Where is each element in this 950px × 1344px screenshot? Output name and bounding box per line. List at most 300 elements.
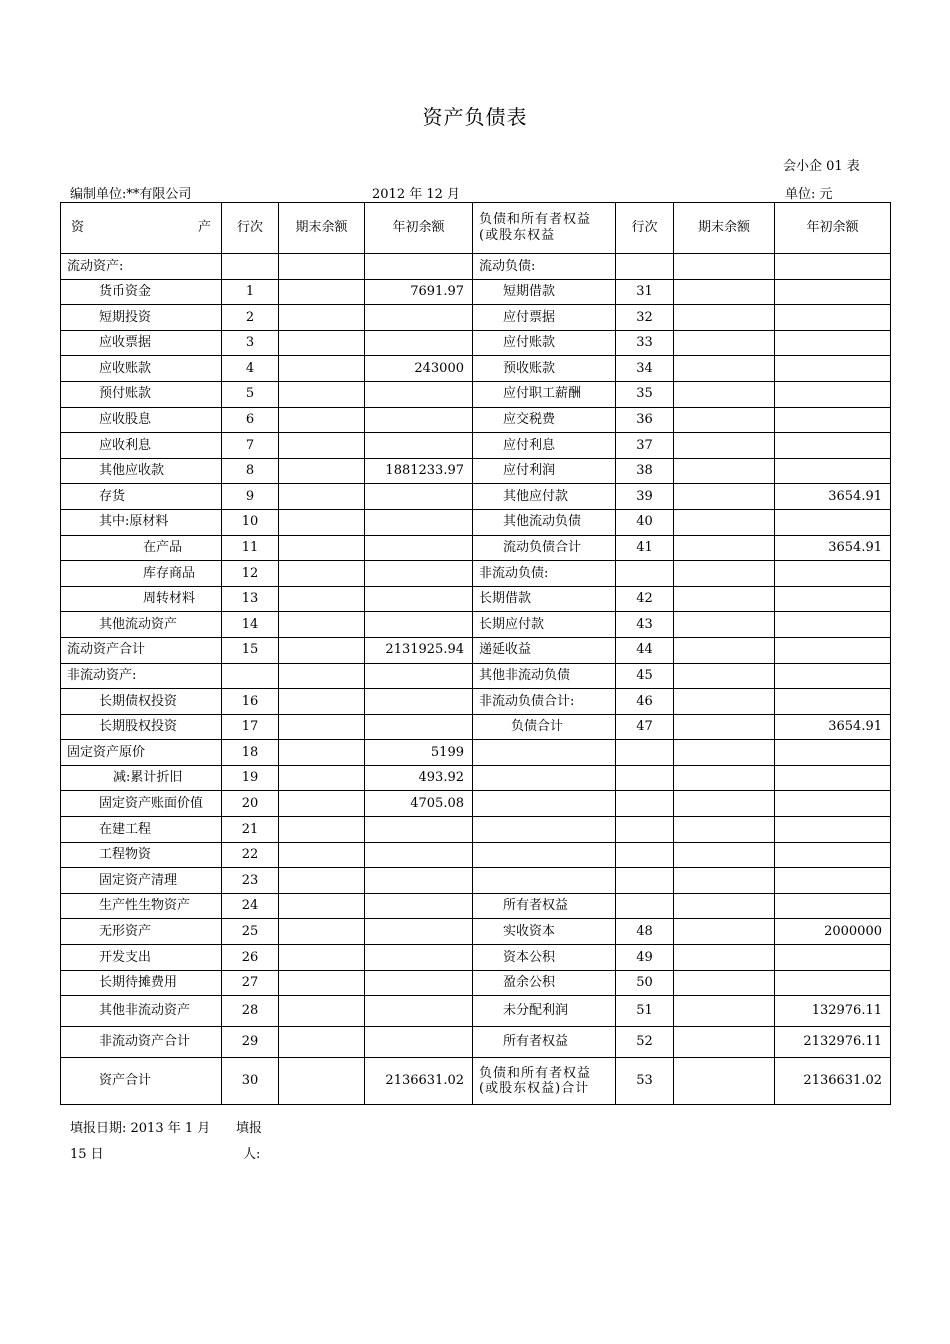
liability-end-balance-cell bbox=[674, 586, 775, 612]
asset-begin-balance-cell bbox=[365, 612, 473, 638]
asset-line-no-cell: 20 bbox=[222, 791, 279, 817]
asset-line-no-cell: 6 bbox=[222, 407, 279, 433]
liability-end-balance-cell bbox=[674, 535, 775, 561]
asset-line-no-cell: 9 bbox=[222, 484, 279, 510]
table-row bbox=[61, 842, 891, 868]
liability-item-cell: 盈余公积 bbox=[473, 970, 616, 996]
asset-line-no-cell: 21 bbox=[222, 817, 279, 843]
asset-begin-balance-cell bbox=[365, 689, 473, 715]
asset-line-no-cell: 23 bbox=[222, 868, 279, 894]
begin-balance-header: 年初余额 bbox=[365, 203, 473, 254]
table-row bbox=[61, 996, 891, 1027]
asset-item-cell: 无形资产 bbox=[61, 919, 222, 945]
liability-line-no-cell bbox=[616, 765, 674, 791]
asset-begin-balance-cell bbox=[365, 305, 473, 331]
table-row bbox=[61, 1027, 891, 1058]
liability-line-no-cell: 53 bbox=[616, 1058, 674, 1105]
liability-item-cell: 应付职工薪酬 bbox=[473, 381, 616, 407]
liability-end-balance-cell bbox=[674, 637, 775, 663]
liability-item-cell: 资本公积 bbox=[473, 945, 616, 971]
begin-balance-header-2: 年初余额 bbox=[775, 203, 891, 254]
asset-item-cell: 长期待摊费用 bbox=[61, 970, 222, 996]
liability-line-no-cell: 31 bbox=[616, 279, 674, 305]
asset-end-balance-cell bbox=[279, 970, 365, 996]
liability-begin-balance-cell bbox=[775, 356, 891, 382]
liability-end-balance-cell bbox=[674, 305, 775, 331]
asset-begin-balance-cell: 2136631.02 bbox=[365, 1058, 473, 1105]
liability-begin-balance-cell bbox=[775, 586, 891, 612]
liability-begin-balance-cell bbox=[775, 330, 891, 356]
asset-item-cell: 应收利息 bbox=[61, 433, 222, 459]
asset-item-cell: 存货 bbox=[61, 484, 222, 510]
asset-line-no-cell: 3 bbox=[222, 330, 279, 356]
asset-line-no-cell: 4 bbox=[222, 356, 279, 382]
asset-begin-balance-cell bbox=[365, 433, 473, 459]
liability-end-balance-cell bbox=[674, 714, 775, 740]
liability-line-no-cell: 34 bbox=[616, 356, 674, 382]
asset-begin-balance-cell bbox=[365, 330, 473, 356]
liability-line-no-cell: 51 bbox=[616, 996, 674, 1027]
asset-end-balance-cell bbox=[279, 561, 365, 587]
table-row bbox=[61, 586, 891, 612]
asset-end-balance-cell bbox=[279, 945, 365, 971]
liability-begin-balance-cell bbox=[775, 945, 891, 971]
liability-begin-balance-cell bbox=[775, 305, 891, 331]
table-row bbox=[61, 765, 891, 791]
form-number: 会小企 01 表 bbox=[783, 159, 860, 174]
asset-line-no-cell bbox=[222, 663, 279, 689]
asset-begin-balance-cell bbox=[365, 945, 473, 971]
liability-begin-balance-cell bbox=[775, 407, 891, 433]
asset-item-cell: 其他流动资产 bbox=[61, 612, 222, 638]
table-row bbox=[61, 663, 891, 689]
liability-item-cell: 其他应付款 bbox=[473, 484, 616, 510]
liability-begin-balance-cell: 3654.91 bbox=[775, 484, 891, 510]
asset-line-no-cell: 16 bbox=[222, 689, 279, 715]
liability-end-balance-cell bbox=[674, 356, 775, 382]
liability-item-cell bbox=[473, 817, 616, 843]
asset-item-cell: 应收股息 bbox=[61, 407, 222, 433]
asset-begin-balance-cell: 493.92 bbox=[365, 765, 473, 791]
liability-item-cell: 负债和所有者权益(或股东权益)合计 bbox=[473, 1058, 616, 1105]
table-row bbox=[61, 970, 891, 996]
asset-begin-balance-cell bbox=[365, 254, 473, 280]
liability-end-balance-cell bbox=[674, 254, 775, 280]
liability-item-cell: 未分配利润 bbox=[473, 996, 616, 1027]
liability-line-no-cell: 43 bbox=[616, 612, 674, 638]
table-row bbox=[61, 893, 891, 919]
table-row bbox=[61, 740, 891, 766]
liability-line-no-cell bbox=[616, 893, 674, 919]
asset-header-char-a: 资 bbox=[71, 220, 85, 236]
liability-end-balance-cell bbox=[674, 868, 775, 894]
liability-item-cell: 其他非流动负债 bbox=[473, 663, 616, 689]
asset-begin-balance-cell bbox=[365, 817, 473, 843]
table-row bbox=[61, 484, 891, 510]
end-balance-header: 期末余额 bbox=[279, 203, 365, 254]
asset-begin-balance-cell bbox=[365, 535, 473, 561]
liability-item-cell: 短期借款 bbox=[473, 279, 616, 305]
asset-begin-balance-cell bbox=[365, 1027, 473, 1058]
asset-column-header bbox=[61, 203, 222, 254]
line-no-header-2: 行次 bbox=[616, 203, 674, 254]
table-row bbox=[61, 714, 891, 740]
liability-begin-balance-cell bbox=[775, 458, 891, 484]
asset-line-no-cell: 15 bbox=[222, 637, 279, 663]
liability-begin-balance-cell bbox=[775, 637, 891, 663]
asset-item-cell: 资产合计 bbox=[61, 1058, 222, 1105]
liability-end-balance-cell bbox=[674, 279, 775, 305]
liability-end-balance-cell bbox=[674, 919, 775, 945]
asset-line-no-cell: 5 bbox=[222, 381, 279, 407]
asset-item-cell: 固定资产清理 bbox=[61, 868, 222, 894]
liability-item-cell: 实收资本 bbox=[473, 919, 616, 945]
table-row bbox=[61, 561, 891, 587]
end-balance-header-2: 期末余额 bbox=[674, 203, 775, 254]
asset-begin-balance-cell bbox=[365, 868, 473, 894]
liability-end-balance-cell bbox=[674, 407, 775, 433]
liability-end-balance-cell bbox=[674, 945, 775, 971]
liability-begin-balance-cell bbox=[775, 970, 891, 996]
asset-item-cell: 长期股权投资 bbox=[61, 714, 222, 740]
asset-line-no-cell: 18 bbox=[222, 740, 279, 766]
table-row bbox=[61, 637, 891, 663]
liability-item-cell: 流动负债合计 bbox=[473, 535, 616, 561]
asset-begin-balance-cell bbox=[365, 714, 473, 740]
liability-item-cell: 应付利息 bbox=[473, 433, 616, 459]
asset-end-balance-cell bbox=[279, 254, 365, 280]
asset-begin-balance-cell bbox=[365, 996, 473, 1027]
liability-begin-balance-cell bbox=[775, 279, 891, 305]
asset-line-no-cell bbox=[222, 254, 279, 280]
table-row bbox=[61, 433, 891, 459]
asset-begin-balance-cell bbox=[365, 561, 473, 587]
asset-end-balance-cell bbox=[279, 740, 365, 766]
liability-item-cell bbox=[473, 842, 616, 868]
asset-item-cell: 在建工程 bbox=[61, 817, 222, 843]
liability-item-cell: 负债合计 bbox=[473, 714, 616, 740]
asset-end-balance-cell bbox=[279, 330, 365, 356]
asset-end-balance-cell bbox=[279, 356, 365, 382]
asset-begin-balance-cell: 4705.08 bbox=[365, 791, 473, 817]
liability-begin-balance-cell bbox=[775, 612, 891, 638]
asset-begin-balance-cell: 7691.97 bbox=[365, 279, 473, 305]
liability-item-cell: 非流动负债: bbox=[473, 561, 616, 587]
asset-line-no-cell: 28 bbox=[222, 996, 279, 1027]
asset-item-cell: 货币资金 bbox=[61, 279, 222, 305]
liability-end-balance-cell bbox=[674, 561, 775, 587]
asset-begin-balance-cell bbox=[365, 509, 473, 535]
asset-end-balance-cell bbox=[279, 996, 365, 1027]
asset-line-no-cell: 29 bbox=[222, 1027, 279, 1058]
asset-line-no-cell: 22 bbox=[222, 842, 279, 868]
liability-begin-balance-cell bbox=[775, 254, 891, 280]
asset-begin-balance-cell: 2131925.94 bbox=[365, 637, 473, 663]
liability-item-cell: 长期借款 bbox=[473, 586, 616, 612]
asset-begin-balance-cell: 5199 bbox=[365, 740, 473, 766]
asset-item-cell: 在产品 bbox=[61, 535, 222, 561]
table-row bbox=[61, 458, 891, 484]
balance-sheet-table bbox=[60, 202, 891, 1105]
asset-end-balance-cell bbox=[279, 612, 365, 638]
liability-line-no-cell: 40 bbox=[616, 509, 674, 535]
asset-end-balance-cell bbox=[279, 509, 365, 535]
asset-line-no-cell: 7 bbox=[222, 433, 279, 459]
table-row bbox=[61, 305, 891, 331]
liability-item-cell: 流动负债: bbox=[473, 254, 616, 280]
liability-begin-balance-cell bbox=[775, 893, 891, 919]
asset-end-balance-cell bbox=[279, 484, 365, 510]
liability-item-cell bbox=[473, 765, 616, 791]
table-row bbox=[61, 612, 891, 638]
liability-line-no-cell bbox=[616, 868, 674, 894]
asset-item-cell: 开发支出 bbox=[61, 945, 222, 971]
asset-end-balance-cell bbox=[279, 433, 365, 459]
asset-line-no-cell: 11 bbox=[222, 535, 279, 561]
liability-item-cell: 应付票据 bbox=[473, 305, 616, 331]
asset-line-no-cell: 10 bbox=[222, 509, 279, 535]
report-period: 2012 年 12 月 bbox=[372, 187, 461, 202]
asset-item-cell: 固定资产原价 bbox=[61, 740, 222, 766]
liability-begin-balance-cell: 2132976.11 bbox=[775, 1027, 891, 1058]
liability-begin-balance-cell bbox=[775, 817, 891, 843]
liability-begin-balance-cell: 2000000 bbox=[775, 919, 891, 945]
asset-item-cell: 短期投资 bbox=[61, 305, 222, 331]
liability-end-balance-cell bbox=[674, 791, 775, 817]
liability-line-no-cell: 42 bbox=[616, 586, 674, 612]
asset-item-cell: 生产性生物资产 bbox=[61, 893, 222, 919]
liability-begin-balance-cell bbox=[775, 381, 891, 407]
liability-line-no-cell: 50 bbox=[616, 970, 674, 996]
asset-item-cell: 应收账款 bbox=[61, 356, 222, 382]
page-title: 资产负债表 bbox=[422, 105, 528, 129]
liability-line-no-cell: 39 bbox=[616, 484, 674, 510]
table-row bbox=[61, 279, 891, 305]
asset-end-balance-cell bbox=[279, 637, 365, 663]
liability-item-cell: 递延收益 bbox=[473, 637, 616, 663]
asset-item-cell: 周转材料 bbox=[61, 586, 222, 612]
table-row bbox=[61, 945, 891, 971]
liability-item-cell: 长期应付款 bbox=[473, 612, 616, 638]
asset-line-no-cell: 12 bbox=[222, 561, 279, 587]
liability-item-cell bbox=[473, 791, 616, 817]
liability-item-cell: 应交税费 bbox=[473, 407, 616, 433]
liability-begin-balance-cell bbox=[775, 765, 891, 791]
asset-begin-balance-cell: 1881233.97 bbox=[365, 458, 473, 484]
liability-begin-balance-cell bbox=[775, 663, 891, 689]
asset-begin-balance-cell bbox=[365, 919, 473, 945]
table-row bbox=[61, 1058, 891, 1105]
table-header-row bbox=[61, 203, 891, 254]
liability-end-balance-cell bbox=[674, 612, 775, 638]
liability-item-cell: 非流动负债合计: bbox=[473, 689, 616, 715]
asset-item-cell: 应收票据 bbox=[61, 330, 222, 356]
asset-end-balance-cell bbox=[279, 791, 365, 817]
liability-line-no-cell: 48 bbox=[616, 919, 674, 945]
liability-item-cell bbox=[473, 740, 616, 766]
table-row bbox=[61, 509, 891, 535]
asset-end-balance-cell bbox=[279, 689, 365, 715]
asset-end-balance-cell bbox=[279, 279, 365, 305]
asset-item-cell: 非流动资产: bbox=[61, 663, 222, 689]
asset-begin-balance-cell bbox=[365, 842, 473, 868]
liability-begin-balance-cell bbox=[775, 561, 891, 587]
asset-line-no-cell: 26 bbox=[222, 945, 279, 971]
liability-line-no-cell bbox=[616, 254, 674, 280]
line-no-header: 行次 bbox=[222, 203, 279, 254]
asset-line-no-cell: 13 bbox=[222, 586, 279, 612]
asset-item-cell: 流动资产: bbox=[61, 254, 222, 280]
liability-begin-balance-cell bbox=[775, 842, 891, 868]
liability-end-balance-cell bbox=[674, 765, 775, 791]
liability-end-balance-cell bbox=[674, 1027, 775, 1058]
liability-end-balance-cell bbox=[674, 381, 775, 407]
asset-item-cell: 减:累计折旧 bbox=[61, 765, 222, 791]
liability-line-no-cell bbox=[616, 817, 674, 843]
asset-line-no-cell: 24 bbox=[222, 893, 279, 919]
currency-unit: 单位: 元 bbox=[785, 187, 833, 202]
asset-item-cell: 预付账款 bbox=[61, 381, 222, 407]
asset-end-balance-cell bbox=[279, 919, 365, 945]
liability-end-balance-cell bbox=[674, 970, 775, 996]
asset-end-balance-cell bbox=[279, 458, 365, 484]
asset-begin-balance-cell: 243000 bbox=[365, 356, 473, 382]
liability-end-balance-cell bbox=[674, 484, 775, 510]
asset-end-balance-cell bbox=[279, 535, 365, 561]
asset-item-cell: 固定资产账面价值 bbox=[61, 791, 222, 817]
asset-line-no-cell: 17 bbox=[222, 714, 279, 740]
liability-begin-balance-cell bbox=[775, 509, 891, 535]
asset-end-balance-cell bbox=[279, 663, 365, 689]
table-row bbox=[61, 868, 891, 894]
liability-begin-balance-cell: 2136631.02 bbox=[775, 1058, 891, 1105]
liability-line-no-cell: 32 bbox=[616, 305, 674, 331]
liability-end-balance-cell bbox=[674, 663, 775, 689]
asset-item-cell: 其他非流动资产 bbox=[61, 996, 222, 1027]
liability-item-cell: 所有者权益 bbox=[473, 1027, 616, 1058]
asset-begin-balance-cell bbox=[365, 407, 473, 433]
asset-line-no-cell: 14 bbox=[222, 612, 279, 638]
asset-end-balance-cell bbox=[279, 817, 365, 843]
liability-begin-balance-cell: 132976.11 bbox=[775, 996, 891, 1027]
liability-begin-balance-cell bbox=[775, 740, 891, 766]
asset-item-cell: 其中:原材料 bbox=[61, 509, 222, 535]
liability-begin-balance-cell bbox=[775, 689, 891, 715]
asset-header-char-b: 产 bbox=[197, 220, 211, 236]
asset-end-balance-cell bbox=[279, 381, 365, 407]
liability-item-cell: 所有者权益 bbox=[473, 893, 616, 919]
asset-end-balance-cell bbox=[279, 868, 365, 894]
asset-end-balance-cell bbox=[279, 407, 365, 433]
liability-end-balance-cell bbox=[674, 842, 775, 868]
asset-line-no-cell: 19 bbox=[222, 765, 279, 791]
liability-line-no-cell: 49 bbox=[616, 945, 674, 971]
fill-date-day: 15 日 bbox=[70, 1147, 104, 1162]
asset-begin-balance-cell bbox=[365, 586, 473, 612]
asset-item-cell: 长期债权投资 bbox=[61, 689, 222, 715]
liability-end-balance-cell bbox=[674, 689, 775, 715]
liability-end-balance-cell bbox=[674, 1058, 775, 1105]
liability-line-no-cell: 52 bbox=[616, 1027, 674, 1058]
table-row bbox=[61, 919, 891, 945]
table-row bbox=[61, 791, 891, 817]
liability-end-balance-cell bbox=[674, 330, 775, 356]
liability-line-no-cell: 44 bbox=[616, 637, 674, 663]
asset-line-no-cell: 27 bbox=[222, 970, 279, 996]
table-row bbox=[61, 407, 891, 433]
liability-end-balance-cell bbox=[674, 458, 775, 484]
liability-line-no-cell bbox=[616, 561, 674, 587]
liability-line-no-cell: 36 bbox=[616, 407, 674, 433]
liability-begin-balance-cell bbox=[775, 791, 891, 817]
asset-end-balance-cell bbox=[279, 1058, 365, 1105]
liability-line-no-cell: 41 bbox=[616, 535, 674, 561]
liability-line-no-cell bbox=[616, 842, 674, 868]
asset-begin-balance-cell bbox=[365, 484, 473, 510]
compiling-unit: 编制单位:**有限公司 bbox=[70, 187, 192, 202]
asset-line-no-cell: 25 bbox=[222, 919, 279, 945]
liability-end-balance-cell bbox=[674, 817, 775, 843]
asset-begin-balance-cell bbox=[365, 663, 473, 689]
asset-end-balance-cell bbox=[279, 1027, 365, 1058]
liability-end-balance-cell bbox=[674, 509, 775, 535]
asset-end-balance-cell bbox=[279, 842, 365, 868]
liability-line-no-cell bbox=[616, 740, 674, 766]
asset-item-cell: 工程物资 bbox=[61, 842, 222, 868]
asset-line-no-cell: 8 bbox=[222, 458, 279, 484]
liability-begin-balance-cell bbox=[775, 433, 891, 459]
liability-item-cell: 预收账款 bbox=[473, 356, 616, 382]
liability-item-cell: 应付利润 bbox=[473, 458, 616, 484]
asset-begin-balance-cell bbox=[365, 970, 473, 996]
liability-line-no-cell: 33 bbox=[616, 330, 674, 356]
table-row bbox=[61, 254, 891, 280]
asset-end-balance-cell bbox=[279, 893, 365, 919]
asset-end-balance-cell bbox=[279, 765, 365, 791]
asset-end-balance-cell bbox=[279, 586, 365, 612]
liability-item-cell: 其他流动负债 bbox=[473, 509, 616, 535]
fill-date-label: 填报日期: 2013 年 1 月 bbox=[70, 1121, 211, 1136]
table-row bbox=[61, 817, 891, 843]
table-row bbox=[61, 356, 891, 382]
asset-begin-balance-cell bbox=[365, 893, 473, 919]
asset-line-no-cell: 1 bbox=[222, 279, 279, 305]
asset-item-cell: 其他应收款 bbox=[61, 458, 222, 484]
liability-line-no-cell: 37 bbox=[616, 433, 674, 459]
table-row bbox=[61, 330, 891, 356]
asset-line-no-cell: 2 bbox=[222, 305, 279, 331]
liability-end-balance-cell bbox=[674, 433, 775, 459]
liability-line-no-cell: 47 bbox=[616, 714, 674, 740]
liability-line-no-cell: 46 bbox=[616, 689, 674, 715]
filler-label-cont: 人: bbox=[243, 1147, 261, 1162]
liability-item-cell: 应付账款 bbox=[473, 330, 616, 356]
asset-end-balance-cell bbox=[279, 714, 365, 740]
liability-begin-balance-cell bbox=[775, 868, 891, 894]
asset-end-balance-cell bbox=[279, 305, 365, 331]
liability-end-balance-cell bbox=[674, 740, 775, 766]
liability-end-balance-cell bbox=[674, 893, 775, 919]
asset-begin-balance-cell bbox=[365, 381, 473, 407]
liability-begin-balance-cell: 3654.91 bbox=[775, 714, 891, 740]
liability-line-no-cell: 35 bbox=[616, 381, 674, 407]
asset-item-cell: 库存商品 bbox=[61, 561, 222, 587]
liability-item-cell bbox=[473, 868, 616, 894]
filler-label: 填报 bbox=[236, 1121, 263, 1136]
liability-line-no-cell bbox=[616, 791, 674, 817]
liability-begin-balance-cell: 3654.91 bbox=[775, 535, 891, 561]
asset-item-cell: 非流动资产合计 bbox=[61, 1027, 222, 1058]
